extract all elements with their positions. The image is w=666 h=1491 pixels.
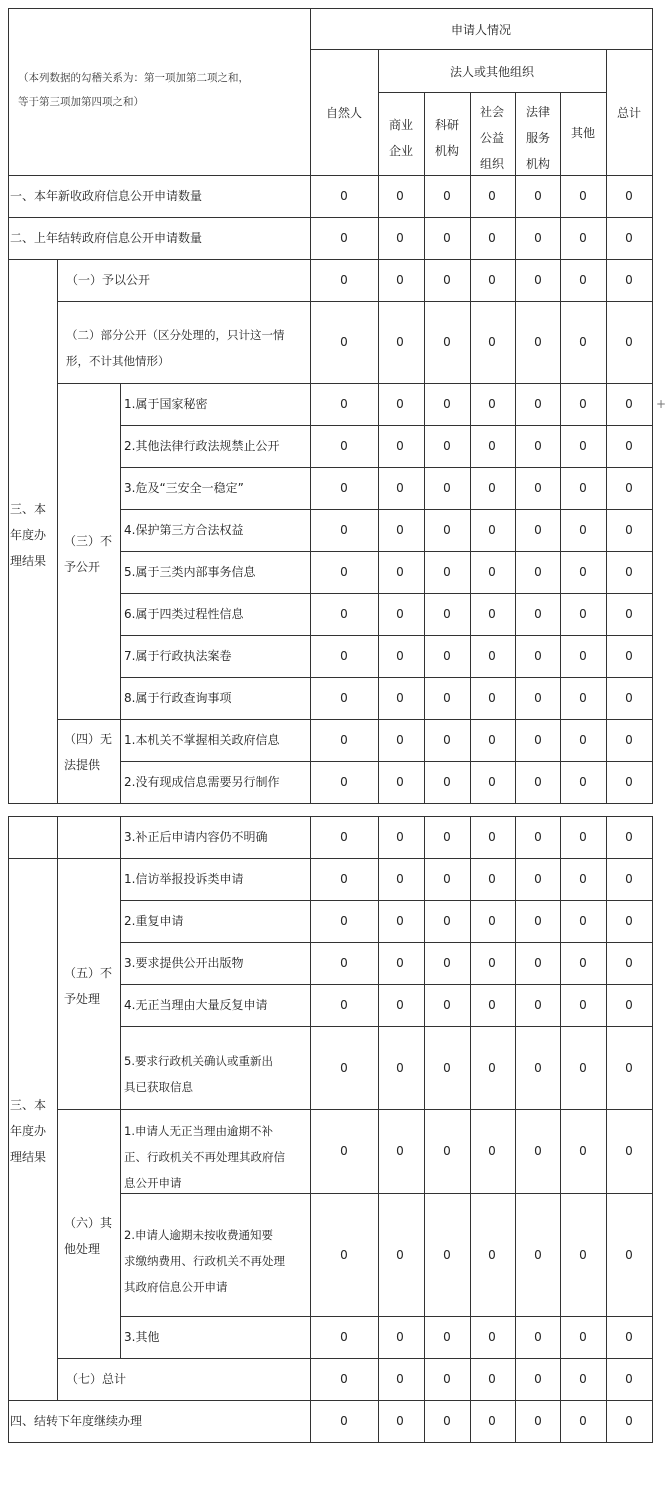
row-cell-value: 0 xyxy=(340,775,348,789)
table-border xyxy=(57,383,653,384)
row-label: 6.属于四类过程性信息 xyxy=(124,607,244,621)
table-border xyxy=(378,49,379,803)
row-cell-value: 0 xyxy=(579,1144,587,1158)
row-cell-value: 0 xyxy=(625,1144,633,1158)
row-cell-value: 0 xyxy=(488,189,496,203)
row-cell-value: 0 xyxy=(443,649,451,663)
col-total: 总计 xyxy=(616,106,642,120)
table-border xyxy=(606,49,607,803)
row-cell-value: 0 xyxy=(488,565,496,579)
row-cell-value: 0 xyxy=(488,649,496,663)
row-cell-value: 0 xyxy=(443,914,451,928)
col-natural-person: 自然人 xyxy=(325,106,363,120)
row-cell-value: 0 xyxy=(625,1330,633,1344)
row-cell-value: 0 xyxy=(534,1372,542,1386)
row-cell-value: 0 xyxy=(579,607,587,621)
row-label: 2.其他法律行政法规禁止公开 xyxy=(124,439,280,453)
row-cell-value: 0 xyxy=(443,565,451,579)
row-cell-value: 0 xyxy=(396,775,404,789)
row-cell-value: 0 xyxy=(625,231,633,245)
row-cell-value: 0 xyxy=(340,1144,348,1158)
row-cell-value: 0 xyxy=(488,830,496,844)
row-cell-value: 0 xyxy=(443,830,451,844)
row-cell-value: 0 xyxy=(625,607,633,621)
row-cell-value: 0 xyxy=(625,649,633,663)
row-cell-value: 0 xyxy=(579,998,587,1012)
row-cell-value: 0 xyxy=(534,998,542,1012)
row-cell-value: 0 xyxy=(579,1248,587,1262)
row-cell-value: 0 xyxy=(396,830,404,844)
table-border xyxy=(310,49,653,50)
row-cell-value: 0 xyxy=(340,1330,348,1344)
row-cell-value: 0 xyxy=(396,397,404,411)
header-note: （本列数据的勾稽关系为：第一项加第二项之和， 等于第三项加第四项之和） xyxy=(18,72,249,108)
row-cell-value: 0 xyxy=(579,189,587,203)
row-label: 1.本机关不掌握相关政府信息 xyxy=(124,733,280,747)
col-commercial-enterprise: 商业 企业 xyxy=(388,118,414,158)
row-cell-value: 0 xyxy=(396,1330,404,1344)
row-cell-value: 0 xyxy=(340,1248,348,1262)
row-cell-value: 0 xyxy=(443,733,451,747)
table-border xyxy=(8,816,653,817)
row-cell-value: 0 xyxy=(340,733,348,747)
row-cell-value: 0 xyxy=(488,1414,496,1428)
table-border xyxy=(310,8,311,803)
row-cell-value: 0 xyxy=(396,649,404,663)
row-label: 3.危及“三安全一稳定” xyxy=(124,481,244,495)
row-cell-value: 0 xyxy=(340,397,348,411)
row-cell-value: 0 xyxy=(443,523,451,537)
row-cell-value: 0 xyxy=(534,649,542,663)
row-cell-value: 0 xyxy=(443,1414,451,1428)
row-cell-value: 0 xyxy=(534,775,542,789)
table-border xyxy=(120,761,653,762)
row-cell-value: 0 xyxy=(625,914,633,928)
row-cell-value: 0 xyxy=(579,775,587,789)
table-border xyxy=(8,803,653,804)
row-cell-value: 0 xyxy=(340,607,348,621)
row-cell-value: 0 xyxy=(443,872,451,886)
row-cell-value: 0 xyxy=(534,189,542,203)
row-cell-value: 0 xyxy=(340,273,348,287)
row-cell-value: 0 xyxy=(625,439,633,453)
table-border xyxy=(120,509,653,510)
row-cell-value: 0 xyxy=(625,523,633,537)
row-cell-value: 0 xyxy=(396,481,404,495)
row-label: 5.要求行政机关确认或重新出 具已获取信息 xyxy=(124,1054,273,1094)
row-cell-value: 0 xyxy=(340,189,348,203)
row-cell-value: 0 xyxy=(579,231,587,245)
row-cell-value: 0 xyxy=(579,439,587,453)
row-label: 4.保护第三方合法权益 xyxy=(124,523,244,537)
row-label: 3.其他 xyxy=(124,1330,160,1344)
row-cell-value: 0 xyxy=(443,231,451,245)
row-cell-value: 0 xyxy=(534,397,542,411)
row-cell-value: 0 xyxy=(625,691,633,705)
row-cell-value: 0 xyxy=(534,231,542,245)
row-cell-value: 0 xyxy=(488,273,496,287)
row-cell-value: 0 xyxy=(625,830,633,844)
row-cell-value: 0 xyxy=(488,481,496,495)
row-cell-value: 0 xyxy=(396,733,404,747)
row-cell-value: 0 xyxy=(396,565,404,579)
row-cell-value: 0 xyxy=(443,397,451,411)
table-border xyxy=(8,259,653,260)
table-border xyxy=(378,92,607,93)
row-cell-value: 0 xyxy=(396,914,404,928)
table-border xyxy=(8,175,653,176)
table-border xyxy=(606,816,607,1442)
row-cell-value: 0 xyxy=(488,1248,496,1262)
row-cell-value: 0 xyxy=(534,607,542,621)
table-border xyxy=(515,816,516,1442)
row-cell-value: 0 xyxy=(340,523,348,537)
row-cell-value: 0 xyxy=(625,1248,633,1262)
row-cell-value: 0 xyxy=(579,397,587,411)
table-border xyxy=(470,92,471,803)
row-cell-value: 0 xyxy=(625,189,633,203)
row-cell-value: 0 xyxy=(488,914,496,928)
row-label: 一、本年新收政府信息公开申请数量 xyxy=(10,189,203,203)
table-border xyxy=(560,92,561,803)
row-cell-value: 0 xyxy=(625,335,633,349)
row-cell-value: 0 xyxy=(579,914,587,928)
row-cell-value: 0 xyxy=(396,439,404,453)
row-cell-value: 0 xyxy=(443,335,451,349)
row-cell-value: 0 xyxy=(625,733,633,747)
row-cell-value: 0 xyxy=(396,956,404,970)
col-other: 其他 xyxy=(570,126,596,140)
row-label: （一）予以公开 xyxy=(66,273,151,287)
row-cell-value: 0 xyxy=(488,1330,496,1344)
row-cell-value: 0 xyxy=(488,1372,496,1386)
row-cell-value: 0 xyxy=(488,523,496,537)
row-cell-value: 0 xyxy=(579,872,587,886)
row-cell-value: 0 xyxy=(340,481,348,495)
row-cell-value: 0 xyxy=(534,523,542,537)
row-cell-value: 0 xyxy=(396,335,404,349)
row-cell-value: 0 xyxy=(625,998,633,1012)
group-cannot-provide: （四）无 法提供 xyxy=(64,732,113,772)
row-cell-value: 0 xyxy=(443,439,451,453)
row-cell-value: 0 xyxy=(340,649,348,663)
row-cell-value: 0 xyxy=(340,1061,348,1075)
table-border xyxy=(120,383,121,803)
row-label: 2.没有现成信息需要另行制作 xyxy=(124,775,280,789)
row-cell-value: 0 xyxy=(579,956,587,970)
row-cell-value: 0 xyxy=(579,830,587,844)
table-border xyxy=(57,1109,653,1110)
row-cell-value: 0 xyxy=(625,956,633,970)
row-cell-value: 0 xyxy=(579,1061,587,1075)
col-research-institution: 科研 机构 xyxy=(434,118,460,158)
row-cell-value: 0 xyxy=(534,1144,542,1158)
row-cell-value: 0 xyxy=(625,273,633,287)
row-cell-value: 0 xyxy=(625,1061,633,1075)
row-label: 2.申请人逾期未按收费通知要 求缴纳费用、行政机关不再处理 其政府信息公开申请 xyxy=(124,1228,285,1294)
group-annual-result-continued: 三、本 年度办 理结果 xyxy=(10,1098,47,1164)
row-cell-value: 0 xyxy=(488,998,496,1012)
table-border xyxy=(8,8,653,9)
group-not-process: （五）不 予处理 xyxy=(64,966,113,1006)
row-cell-value: 0 xyxy=(443,1330,451,1344)
table-border xyxy=(120,900,653,901)
row-cell-value: 0 xyxy=(396,523,404,537)
table-border xyxy=(120,467,653,468)
row-cell-value: 0 xyxy=(340,439,348,453)
row-cell-value: 0 xyxy=(443,1248,451,1262)
row-cell-value: 0 xyxy=(443,1144,451,1158)
row-label: 1.申请人无正当理由逾期不补 正、行政机关不再处理其政府信 息公开申请 xyxy=(124,1124,285,1190)
row-cell-value: 0 xyxy=(488,733,496,747)
row-label: （七）总计 xyxy=(66,1372,127,1386)
row-cell-value: 0 xyxy=(396,1061,404,1075)
table-border xyxy=(120,425,653,426)
row-cell-value: 0 xyxy=(443,1372,451,1386)
table-border xyxy=(424,816,425,1442)
row-cell-value: 0 xyxy=(488,691,496,705)
row-cell-value: 0 xyxy=(396,998,404,1012)
row-cell-value: 0 xyxy=(579,733,587,747)
row-cell-value: 0 xyxy=(488,872,496,886)
row-cell-value: 0 xyxy=(396,189,404,203)
row-cell-value: 0 xyxy=(443,998,451,1012)
row-cell-value: 0 xyxy=(579,1414,587,1428)
row-cell-value: 0 xyxy=(534,1061,542,1075)
row-cell-value: 0 xyxy=(534,691,542,705)
table-border xyxy=(57,1358,653,1359)
table-border xyxy=(560,816,561,1442)
row-label: 8.属于行政查询事项 xyxy=(124,691,232,705)
row-cell-value: 0 xyxy=(579,691,587,705)
row-label: 1.属于国家秘密 xyxy=(124,397,208,411)
row-cell-value: 0 xyxy=(534,914,542,928)
row-cell-value: 0 xyxy=(579,335,587,349)
row-label: 二、上年结转政府信息公开申请数量 xyxy=(10,231,203,245)
header-legal-entities: 法人或其他组织 xyxy=(449,65,535,79)
row-cell-value: 0 xyxy=(534,481,542,495)
row-cell-value: 0 xyxy=(340,691,348,705)
row-cell-value: 0 xyxy=(340,914,348,928)
row-cell-value: 0 xyxy=(625,397,633,411)
row-cell-value: 0 xyxy=(534,956,542,970)
table-border xyxy=(515,92,516,803)
row-cell-value: 0 xyxy=(443,481,451,495)
table-border xyxy=(652,8,653,803)
row-cell-value: 0 xyxy=(579,481,587,495)
table-border xyxy=(57,816,58,1400)
group-not-public: （三）不 予公开 xyxy=(64,534,113,574)
row-cell-value: 0 xyxy=(396,231,404,245)
row-cell-value: 0 xyxy=(579,1372,587,1386)
table-border xyxy=(378,816,379,1442)
row-label: 四、结转下年度继续办理 xyxy=(10,1414,143,1428)
row-cell-value: 0 xyxy=(534,872,542,886)
row-label: 3.补正后申请内容仍不明确 xyxy=(124,830,268,844)
table-border xyxy=(120,635,653,636)
row-cell-value: 0 xyxy=(340,872,348,886)
table-border xyxy=(57,301,653,302)
table-border xyxy=(120,984,653,985)
row-cell-value: 0 xyxy=(488,439,496,453)
row-cell-value: 0 xyxy=(625,565,633,579)
row-cell-value: 0 xyxy=(340,998,348,1012)
row-label: 3.要求提供公开出版物 xyxy=(124,956,244,970)
row-cell-value: 0 xyxy=(579,523,587,537)
row-cell-value: 0 xyxy=(534,565,542,579)
row-cell-value: 0 xyxy=(534,273,542,287)
row-cell-value: 0 xyxy=(488,1061,496,1075)
table-border xyxy=(652,816,653,1442)
row-cell-value: 0 xyxy=(488,956,496,970)
row-cell-value: 0 xyxy=(396,1372,404,1386)
table-border xyxy=(120,593,653,594)
row-cell-value: 0 xyxy=(579,565,587,579)
row-cell-value: 0 xyxy=(534,1330,542,1344)
row-cell-value: 0 xyxy=(340,956,348,970)
row-cell-value: 0 xyxy=(340,335,348,349)
row-cell-value: 0 xyxy=(340,231,348,245)
row-cell-value: 0 xyxy=(488,607,496,621)
table-border xyxy=(120,816,121,1358)
table-border xyxy=(120,1316,653,1317)
group-annual-result: 三、本 年度办 理结果 xyxy=(10,502,47,568)
row-cell-value: 0 xyxy=(443,775,451,789)
row-cell-value: 0 xyxy=(625,1414,633,1428)
row-cell-value: 0 xyxy=(534,439,542,453)
table-border xyxy=(8,1400,653,1401)
row-label: 2.重复申请 xyxy=(124,914,184,928)
table-border xyxy=(8,1442,653,1443)
header-applicant-situation: 申请人情况 xyxy=(450,23,512,37)
table-border xyxy=(310,816,311,1442)
row-cell-value: 0 xyxy=(625,1372,633,1386)
table-border xyxy=(8,8,9,803)
row-cell-value: 0 xyxy=(340,1372,348,1386)
table-border xyxy=(120,677,653,678)
row-cell-value: 0 xyxy=(396,872,404,886)
col-social-welfare-org: 社会 公益 组织 xyxy=(479,105,505,171)
row-cell-value: 0 xyxy=(579,273,587,287)
row-label: 4.无正当理由大量反复申请 xyxy=(124,998,268,1012)
row-label: 1.信访举报投诉类申请 xyxy=(124,872,244,886)
row-cell-value: 0 xyxy=(534,1414,542,1428)
row-cell-value: 0 xyxy=(443,273,451,287)
edge-marker: + xyxy=(656,397,666,411)
table-border xyxy=(424,92,425,803)
row-cell-value: 0 xyxy=(340,830,348,844)
row-cell-value: 0 xyxy=(443,956,451,970)
table-border xyxy=(8,816,9,1442)
table-border xyxy=(470,816,471,1442)
row-cell-value: 0 xyxy=(625,481,633,495)
row-cell-value: 0 xyxy=(396,1414,404,1428)
row-cell-value: 0 xyxy=(579,649,587,663)
table-border xyxy=(57,719,653,720)
row-cell-value: 0 xyxy=(488,231,496,245)
row-cell-value: 0 xyxy=(443,1061,451,1075)
row-cell-value: 0 xyxy=(396,273,404,287)
row-cell-value: 0 xyxy=(340,565,348,579)
row-cell-value: 0 xyxy=(396,607,404,621)
row-cell-value: 0 xyxy=(534,1248,542,1262)
row-label: （二）部分公开（区分处理的，只计这一情 形，不计其他情形） xyxy=(66,328,285,368)
row-cell-value: 0 xyxy=(488,335,496,349)
table-border xyxy=(57,259,58,803)
row-cell-value: 0 xyxy=(443,691,451,705)
row-cell-value: 0 xyxy=(534,733,542,747)
row-cell-value: 0 xyxy=(443,607,451,621)
row-cell-value: 0 xyxy=(396,1248,404,1262)
row-cell-value: 0 xyxy=(396,1144,404,1158)
table-border xyxy=(8,217,653,218)
row-label: 5.属于三类内部事务信息 xyxy=(124,565,256,579)
table-border xyxy=(120,942,653,943)
row-cell-value: 0 xyxy=(534,830,542,844)
row-label: 7.属于行政执法案卷 xyxy=(124,649,232,663)
row-cell-value: 0 xyxy=(396,691,404,705)
row-cell-value: 0 xyxy=(534,335,542,349)
table-border xyxy=(120,551,653,552)
group-other-process: （六）其 他处理 xyxy=(64,1216,113,1256)
table-border xyxy=(8,858,653,859)
row-cell-value: 0 xyxy=(340,1414,348,1428)
row-cell-value: 0 xyxy=(488,775,496,789)
row-cell-value: 0 xyxy=(488,1144,496,1158)
col-legal-service-org: 法律 服务 机构 xyxy=(525,105,551,171)
row-cell-value: 0 xyxy=(443,189,451,203)
row-cell-value: 0 xyxy=(625,872,633,886)
row-cell-value: 0 xyxy=(625,775,633,789)
row-cell-value: 0 xyxy=(488,397,496,411)
row-cell-value: 0 xyxy=(579,1330,587,1344)
table-border xyxy=(120,1026,653,1027)
